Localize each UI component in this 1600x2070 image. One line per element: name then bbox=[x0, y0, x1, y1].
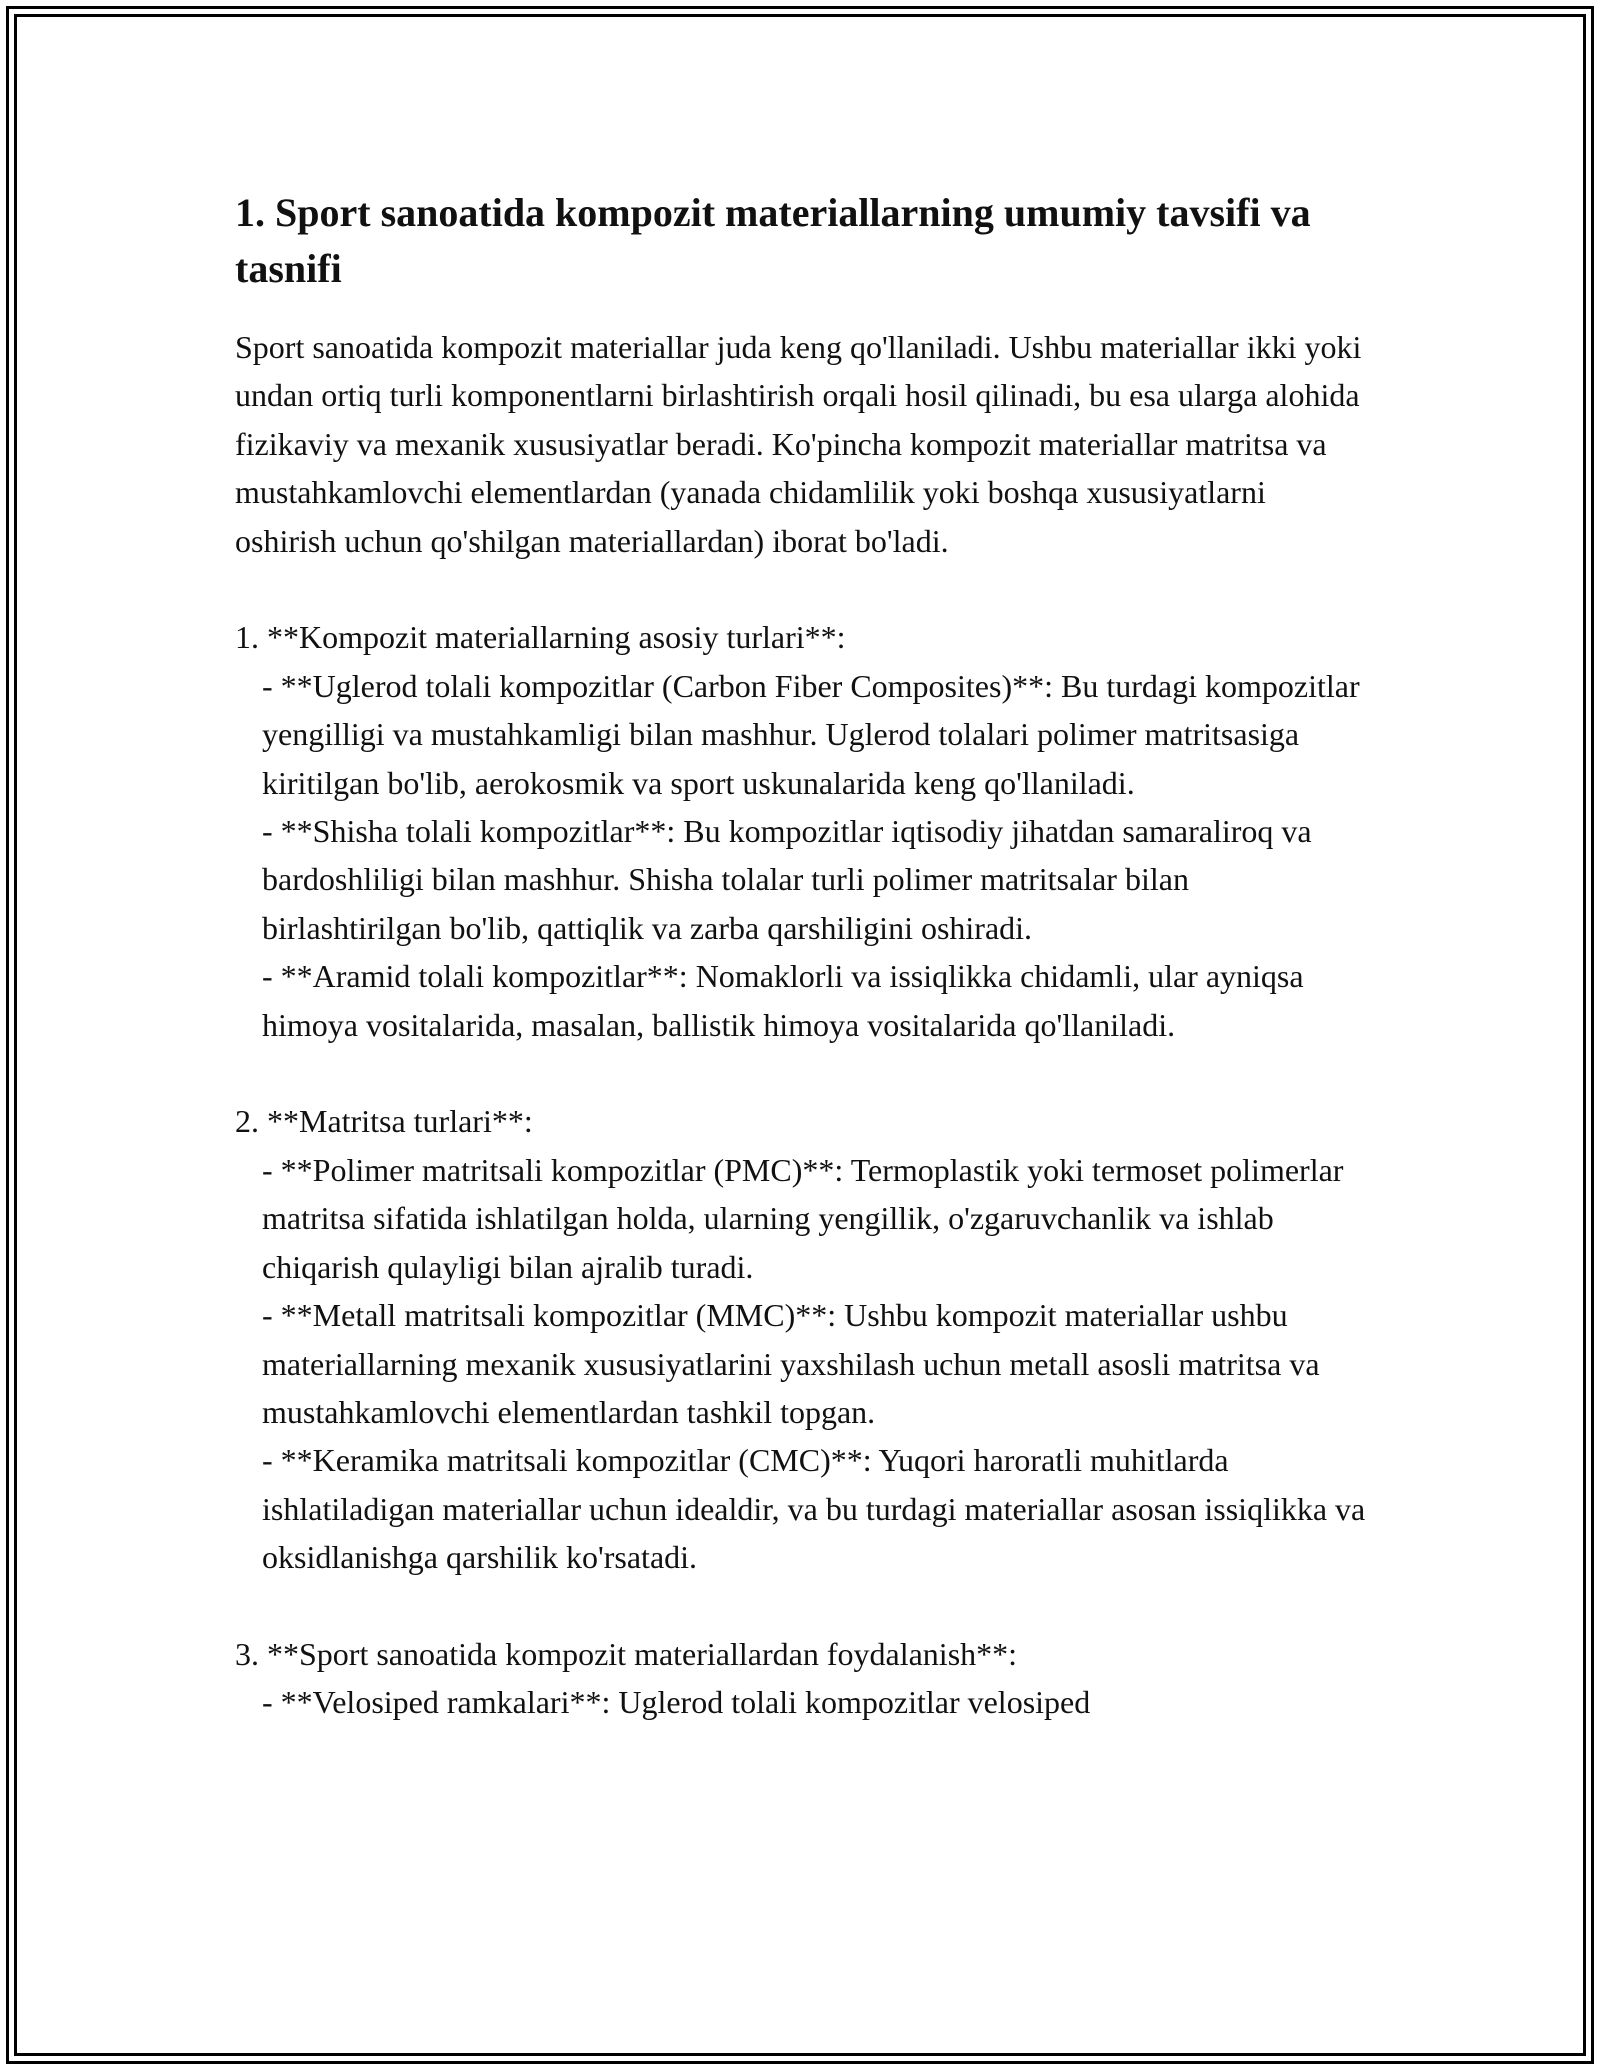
list-item: - **Metall matritsali kompozitlar (MMC)**: Ushbu kompozit materiallar ushbu materiallarning mexanik xususiyatlarini yaxshilash uchun metall asosli matritsa va mustahkamlovchi elementlardan tashkil topgan. bbox=[262, 1297, 1320, 1430]
section-heading: 1. **Kompozit materiallarning asosiy turlari**: bbox=[235, 619, 846, 656]
section-composite-types bbox=[235, 613, 1375, 1049]
list-item: - **Aramid tolali kompozitlar**: Nomaklorli va issiqlikka chidamli, ular ayniqsa himoya vositalarida, masalan, ballistik himoya vositalarida qo'llaniladi. bbox=[262, 958, 1304, 1043]
blank-line bbox=[235, 1582, 1375, 1630]
section-matrix-types bbox=[235, 1097, 1375, 1581]
blank-line bbox=[235, 565, 1375, 613]
list-item: - **Uglerod tolali kompozitlar (Carbon Fiber Composites)**: Bu turdagi kompozitlar yengilligi va mustahkamligi bilan mashhur. Uglerod tolalari polimer matritsasiga kiritilgan bo'lib, aerokosmik va sport uskunalarida keng qo'llaniladi. bbox=[262, 667, 1360, 801]
intro-paragraph: Sport sanoatida kompozit materiallar juda keng qo'llaniladi. Ushbu materiallar ikki yoki undan ortiq turli komponentlarni birlashtirish orqali hosil qilinadi, bu esa ularga alohida fizikaviy va mexanik xususiyatlar beradi. Ko'pincha kompozit materiallar matritsa va mustahkamlovchi elementlardan (yanada chidamlilik yoki boshqa xususiyatlarni oshirish uchun qo'shilgan materiallardan) iborat bo'ladi. bbox=[235, 329, 1362, 559]
section-heading: 2. **Matritsa turlari**: bbox=[235, 1103, 533, 1140]
document-body bbox=[235, 323, 1375, 1727]
document-page bbox=[235, 185, 1375, 1727]
list-item: - **Velosiped ramkalari**: Uglerod tolali kompozitlar velosiped bbox=[262, 1684, 1091, 1721]
list-item: - **Shisha tolali kompozitlar**: Bu kompozitlar iqtisodiy jihatdan samaraliroq va bardoshliligi bilan mashhur. Shisha tolalar turli polimer matritsalar bilan birlashtirilgan bo'lib, qattiqlik va zarba qarshiligini oshiradi. bbox=[262, 813, 1312, 946]
list-item: - **Keramika matritsali kompozitlar (CMC)**: Yuqori haroratli muhitlarda ishlatiladigan materiallar uchun idealdir, va bu turdagi materiallar asosan issiqlikka va oksidlanishga qarshilik ko'rsatadi. bbox=[262, 1442, 1366, 1576]
list-item: - **Polimer matritsali kompozitlar (PMC)**: Termoplastik yoki termoset polimerlar matritsa sifatida ishlatilgan holda, ularning yengillik, o'zgaruvchanlik va ishlab chiqarish qulayligi bilan ajralib turadi. bbox=[262, 1151, 1344, 1285]
document-title: 1. Sport sanoatida kompozit materiallarning umumiy tavsifi va tasnifi bbox=[235, 190, 1311, 291]
section-heading: 3. **Sport sanoatida kompozit materiallardan foydalanish**: bbox=[235, 1635, 1018, 1672]
blank-line bbox=[235, 1049, 1375, 1097]
section-sport-usage bbox=[235, 1630, 1375, 1727]
